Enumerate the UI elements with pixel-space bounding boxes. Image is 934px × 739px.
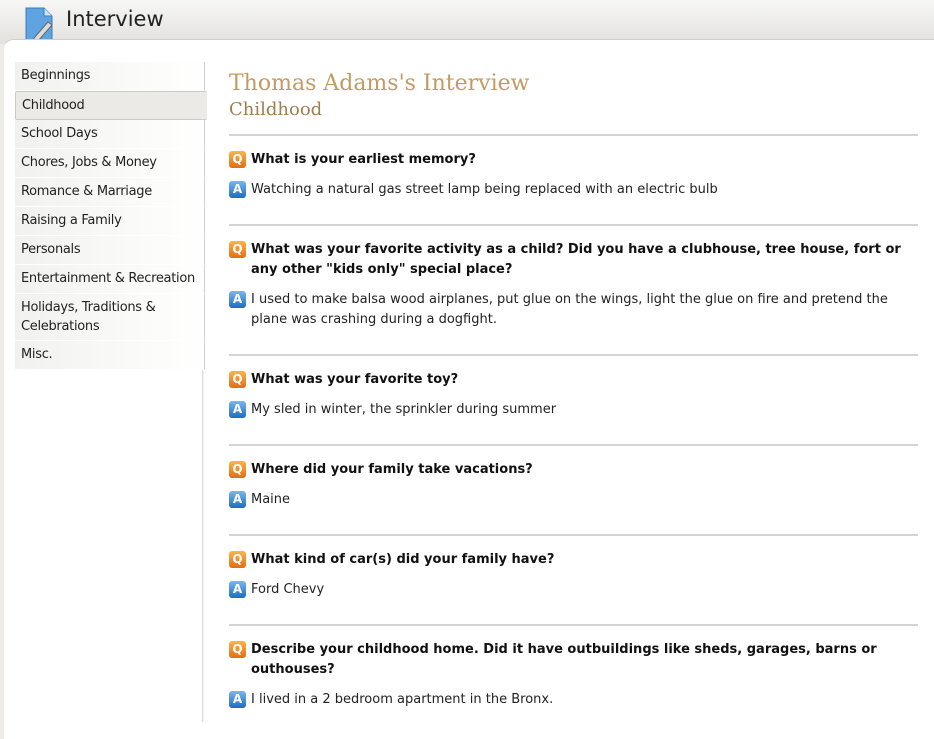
qa-item [229,356,918,446]
question-text: Where did your family take vacations? [251,462,533,477]
qa-item [229,536,918,626]
qa-item [229,226,918,356]
question-text: What was your favorite toy? [251,372,459,387]
question-text: What is your earliest memory? [251,152,476,167]
answer-icon: A [229,401,246,418]
question-icon: Q [229,151,246,168]
answer-row [229,290,918,330]
answer-icon: A [229,581,246,598]
interview-content [229,70,918,734]
sidebar-item-chores[interactable]: Chores, Jobs & Money [15,149,205,178]
question-row [229,370,918,390]
question-icon: Q [229,641,246,658]
qa-item [229,136,918,226]
sidebar-item-misc[interactable]: Misc. [15,341,205,370]
question-icon: Q [229,371,246,388]
answer-row [229,180,918,200]
answer-row [229,490,918,510]
sidebar-item-holidays[interactable]: Holidays, Traditions & Celebrations [15,294,205,341]
sidebar-item-childhood[interactable]: Childhood [15,91,207,120]
answer-icon: A [229,691,246,708]
question-icon: Q [229,551,246,568]
sidebar-item-raising-family[interactable]: Raising a Family [15,207,205,236]
answer-icon: A [229,291,246,308]
sidebar [15,62,205,370]
answer-text: I lived in a 2 bedroom apartment in the Bronx. [251,692,554,707]
question-icon: Q [229,461,246,478]
section-subtitle: Childhood [229,99,323,120]
app-title: Interview [66,7,164,31]
qa-list [229,136,918,734]
qa-item [229,446,918,536]
sidebar-item-entertainment[interactable]: Entertainment & Recreation [15,265,205,294]
question-row [229,240,918,280]
answer-row [229,400,918,420]
sidebar-item-school-days[interactable]: School Days [15,120,205,149]
question-row [229,150,918,170]
answer-text: Watching a natural gas street lamp being replaced with an electric bulb [251,182,718,197]
app-header [0,0,934,44]
question-text: What was your favorite activity as a child? Did you have a clubhouse, tree house, fort or any other "kids only" special place? [251,242,901,277]
answer-text: Ford Chevy [251,582,325,597]
answer-row [229,580,918,600]
document-pencil-icon [24,6,58,42]
sidebar-item-personals[interactable]: Personals [15,236,205,265]
answer-text: I used to make balsa wood airplanes, put glue on the wings, light the glue on fire and pretend the plane was crashing during a dogfight. [251,292,888,327]
answer-text: My sled in winter, the sprinkler during summer [251,402,557,417]
sidebar-item-beginnings[interactable]: Beginnings [15,62,205,91]
sidebar-item-romance[interactable]: Romance & Marriage [15,178,205,207]
question-text: What kind of car(s) did your family have? [251,552,555,567]
question-row [229,550,918,570]
question-row [229,640,918,680]
question-icon: Q [229,241,246,258]
answer-icon: A [229,491,246,508]
answer-text: Maine [251,492,291,507]
answer-row [229,690,918,710]
question-text: Describe your childhood home. Did it have outbuildings like sheds, garages, barns or outhouses? [251,642,877,677]
answer-icon: A [229,181,246,198]
question-row [229,460,918,480]
page-title: Thomas Adams's Interview [229,71,530,96]
